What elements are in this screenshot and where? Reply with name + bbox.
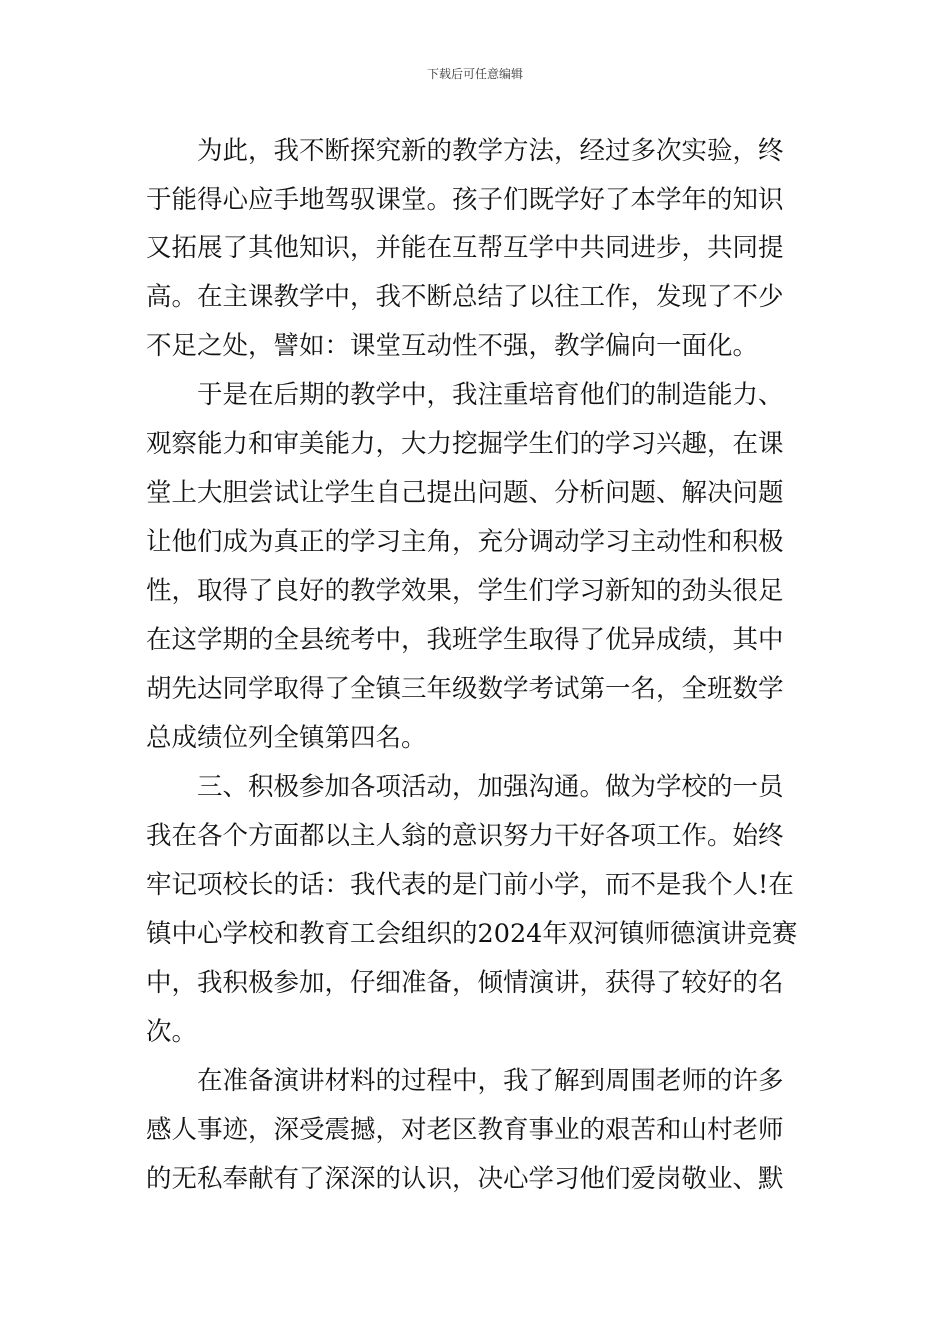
text-line: 镇中心学校和教育工会组织的2024年双河镇师德演讲竞赛 xyxy=(146,919,798,949)
text-line: 中，我积极参加，仔细准备，倾情演讲，获得了较好的名 xyxy=(146,968,784,998)
text-line: 在这学期的全县统考中，我班学生取得了优异成绩，其中 xyxy=(146,625,784,655)
text-line: 性，取得了良好的教学效果，学生们学习新知的劲头很足 xyxy=(146,576,784,606)
page-header: 下载后可任意编辑 xyxy=(426,67,523,81)
text-line: 于能得心应手地驾驭课堂。孩子们既学好了本学年的知识 xyxy=(146,185,784,215)
text-line: 次。 xyxy=(146,1017,198,1047)
text-line: 观察能力和审美能力，大力挖掘学生们的学习兴趣，在课 xyxy=(146,429,784,459)
text-line: 于是在后期的教学中，我注重培育他们的制造能力、 xyxy=(197,380,784,410)
text-line: 胡先达同学取得了全镇三年级数学考试第一名，全班数学 xyxy=(146,674,784,704)
text-line: 为此，我不断探究新的教学方法，经过多次实验，终 xyxy=(197,136,784,166)
text-line: 在准备演讲材料的过程中，我了解到周围老师的许多 xyxy=(197,1066,784,1096)
text-line: 堂上大胆尝试让学生自己提出问题、分析问题、解决问题 xyxy=(146,478,784,508)
text-line: 我在各个方面都以主人翁的意识努力干好各项工作。始终 xyxy=(146,821,784,851)
text-line: 又拓展了其他知识，并能在互帮互学中共同进步，共同提 xyxy=(146,233,784,263)
text-line: 三、积极参加各项活动，加强沟通。做为学校的一员 xyxy=(197,772,784,802)
text-line: 的无私奉献有了深深的认识，决心学习他们爱岗敬业、默 xyxy=(146,1164,784,1194)
text-line: 感人事迹，深受震撼，对老区教育事业的艰苦和山村老师 xyxy=(146,1115,784,1145)
text-line: 让他们成为真正的学习主角，充分调动学习主动性和积极 xyxy=(146,527,784,557)
text-line: 牢记项校长的话：我代表的是门前小学，而不是我个人!在 xyxy=(146,870,794,900)
text-line: 总成绩位列全镇第四名。 xyxy=(146,723,427,753)
text-line: 不足之处，譬如：课堂互动性不强，教学偏向一面化。 xyxy=(146,331,759,361)
text-line: 高。在主课教学中，我不断总结了以往工作，发现了不少 xyxy=(146,282,784,312)
